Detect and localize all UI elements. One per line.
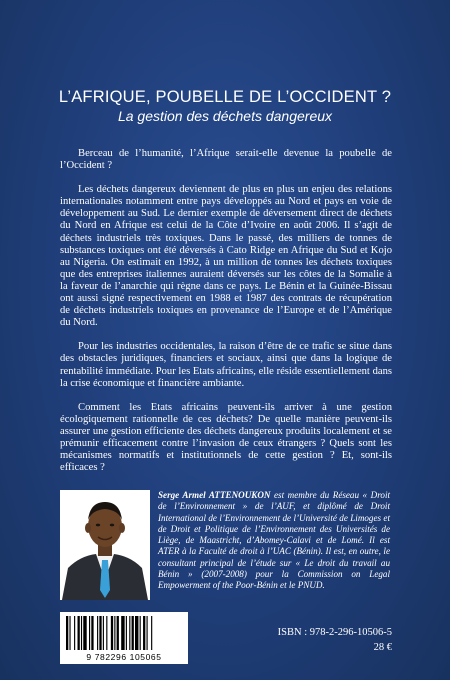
blurb-paragraph-4: Comment les Etats africains peuvent-ils arriver à une gestion écologiquement rationnelle de ces déchets? De quelle manière peuvent-ils assurer une gestion efficiente des déchets dangereux produits localement et se prémunir efficacement contre l’invasion de ceux étrangers ? Quels sont les mécanismes normatifs et institutionnels de cette gestion ? Et, sont-ils efficaces ? [60,401,392,474]
barcode-bars-icon [66,616,182,650]
author-photo [60,490,150,600]
isbn: ISBN : 978-2-296-10506-5 [277,627,392,638]
book-title: L’AFRIQUE, POUBELLE DE L’OCCIDENT ? [58,88,392,106]
author-name: Serge Armel ATTENOUKON [158,490,271,500]
blurb-text [60,148,392,474]
author-bio-text: est membre du Réseau « Droit de l’Environnement » de l’AUF, et diplômé de Droit International de l’Environnement de l’Université de Limoges et de Droit et Politique de l’Environnement des Universités de Liège, de Maastricht, d’Abomey-Calavi et de Lomé. Il est ATER à la Faculté de droit à l’UAC (Bénin). Il est, en outre, le consultant principal de l’étude sur « Le droit du travail au Bénin » (2007-2008) pour la Commission on Legal Empowerment of the Poor-Bénin et le PNUD. [158,490,390,591]
book-subtitle: La gestion des déchets dangereux [117,108,333,124]
author-portrait-icon [60,490,150,600]
blurb-paragraph-2: Les déchets dangereux deviennent de plus en plus un enjeu des relations internationales notamment entre pays développés au Nord et pays en voie de développement au Sud. Le dernier exemple de déversement direct de déchets du Nord en Afrique est celui de la Côte d’Ivoire en août 2006. Il s’agit de déchets industriels très toxiques. Dans le passé, des milliers de tonnes de substances toxiques ont été déversés à Cato Ridge en Afrique du Sud et Kojo au Nigeria. On estimait en 1992, à un million de tonnes les déchets toxiques que des entreprises italiennes auraient déversés sur les côtes de la Somalie à la faveur de l’anarchie qui règne dans ce pays. Le Bénin et la Guinée-Bissau ont aussi signé respectivement en 1988 et 1987 des contrats de récupération de déchets industriels toxiques en provenance de l’Europe et de l’Amérique du Nord. [60,184,392,329]
blurb-paragraph-3: Pour les industries occidentales, la raison d’être de ce trafic se situe dans des obstacles juridiques, financiers et sociaux, ainsi que dans la logique de rentabilité immédiate. Pour les Etats africains, elle réside essentiellement dans la crise économique et financière ambiante. [60,341,392,389]
price: 28 € [373,642,392,653]
barcode [60,612,188,664]
barcode-digits: 9 782296 105065 [86,652,162,662]
author-bio [158,490,390,592]
blurb-paragraph-1: Berceau de l’humanité, l’Afrique serait-elle devenue la poubelle de l’Occident ? [60,148,392,172]
